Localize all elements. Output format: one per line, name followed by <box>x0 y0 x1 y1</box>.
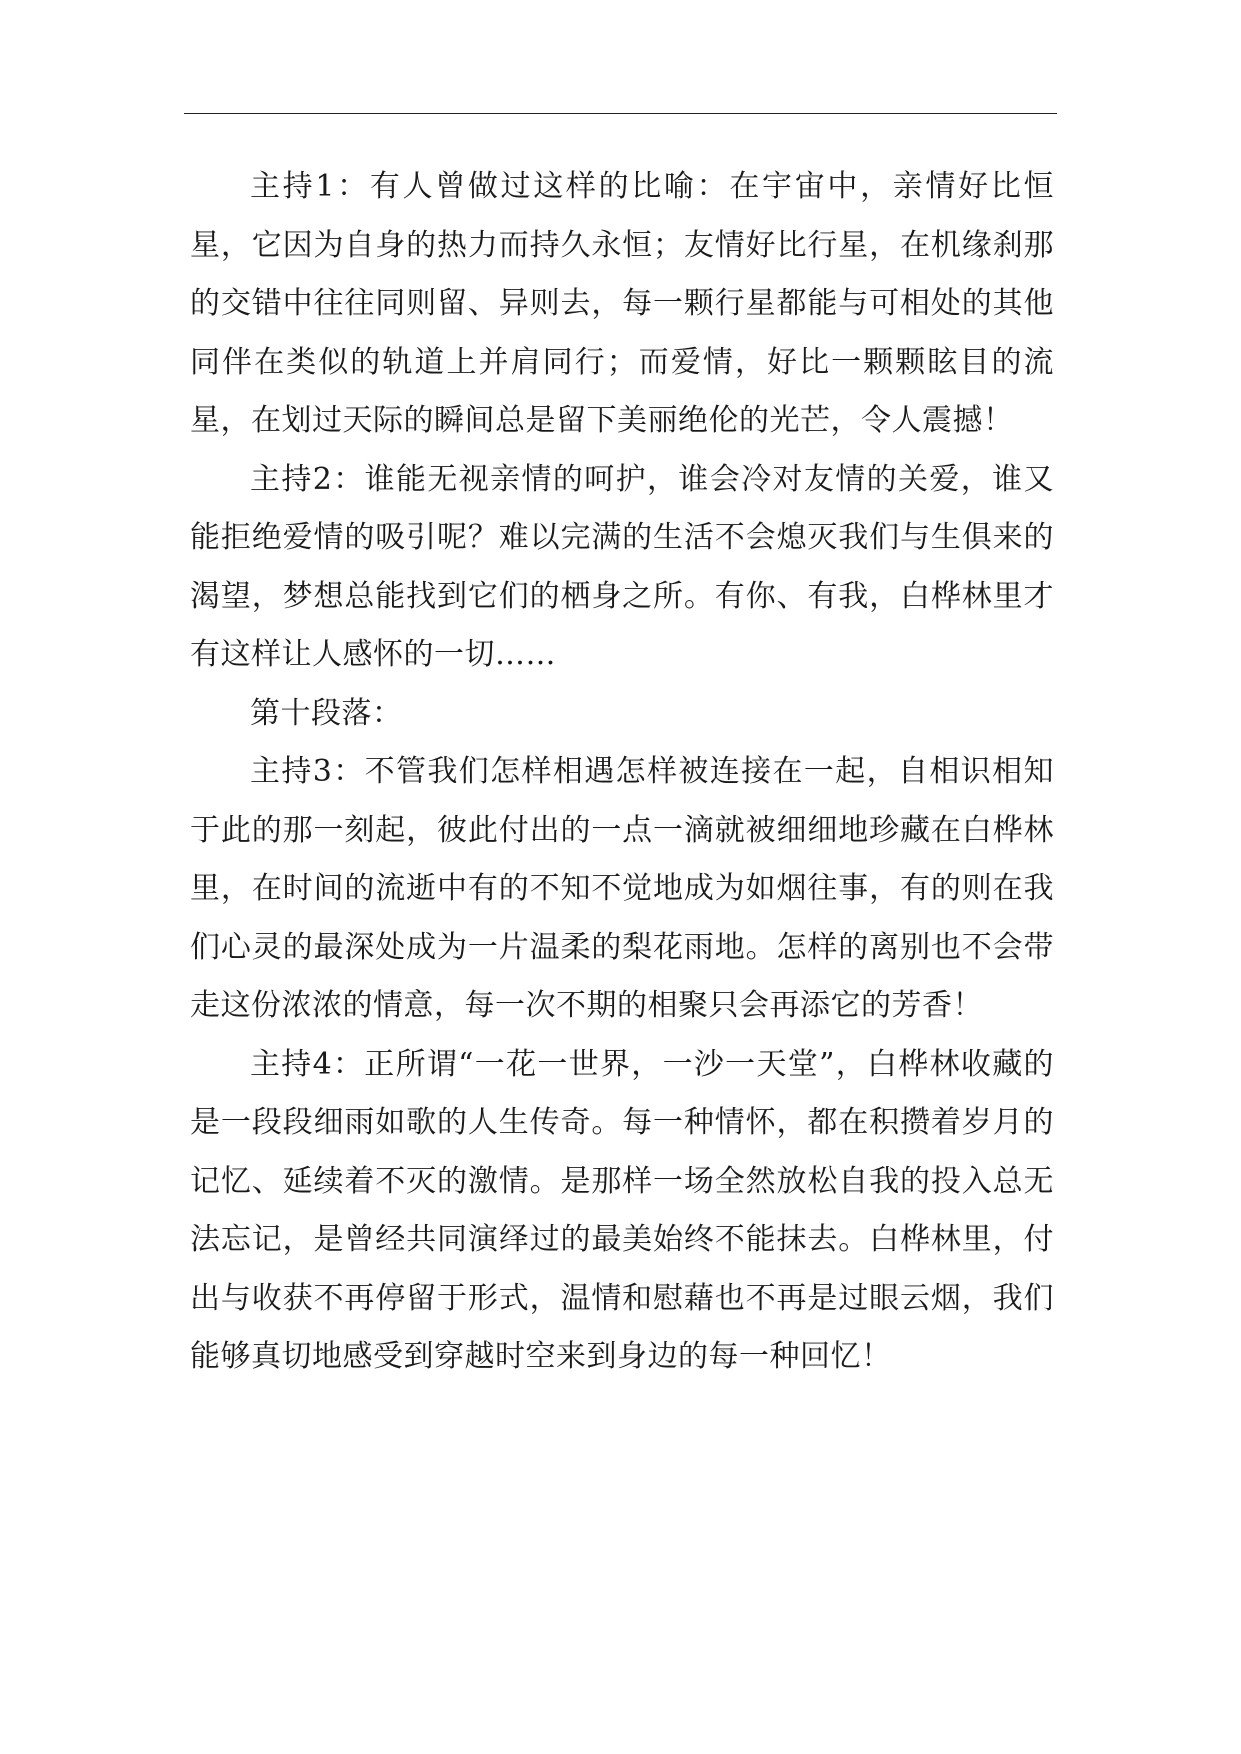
paragraph-host-4: 主持4：正所谓“一花一世界，一沙一天堂”，白桦林收藏的是一段段细雨如歌的人生传奇。每一种情怀，都在积攒着岁月的记忆、延续着不灭的激情。是那样一场全然放松自我的投入总无法忘记，是曾经共同演绎过的最美始终不能抹去。白桦林里，付出与收获不再停留于形式，温情和慰藉也不再是过眼云烟，我们能够真切地感受到穿越时空来到身边的每一种回忆！ <box>190 1046 1054 1374</box>
paragraph-host-2: 主持2：谁能无视亲情的呵护，谁会冷对友情的关爱，谁又能拒绝爱情的吸引呢？难以完满的生活不会熄灭我们与生俱来的渴望，梦想总能找到它们的栖身之所。有你、有我，白桦林里才有这样让人感怀的一切…… <box>190 461 1054 672</box>
paragraph-host-3: 主持3：不管我们怎样相遇怎样被连接在一起，自相识相知于此的那一刻起，彼此付出的一点一滴就被细细地珍藏在白桦林里，在时间的流逝中有的不知不觉地成为如烟往事，有的则在我们心灵的最深处成为一片温柔的梨花雨地。怎样的离别也不会带走这份浓浓的情意，每一次不期的相聚只会再添它的芳香！ <box>190 754 1054 1023</box>
header-rule <box>184 113 1057 114</box>
section-heading: 第十段落： <box>250 695 403 731</box>
paragraph-host-1: 主持1：有人曾做过这样的比喻：在宇宙中，亲情好比恒星，它因为自身的热力而持久永恒；友情好比行星，在机缘刹那的交错中往往同则留、异则去，每一颗行星都能与可相处的其他同伴在类似的轨道上并肩同行；而爱情，好比一颗颗眩目的流星，在划过天际的瞬间总是留下美丽绝伦的光芒，令人震撼！ <box>190 169 1054 438</box>
document-body <box>190 158 1054 1387</box>
